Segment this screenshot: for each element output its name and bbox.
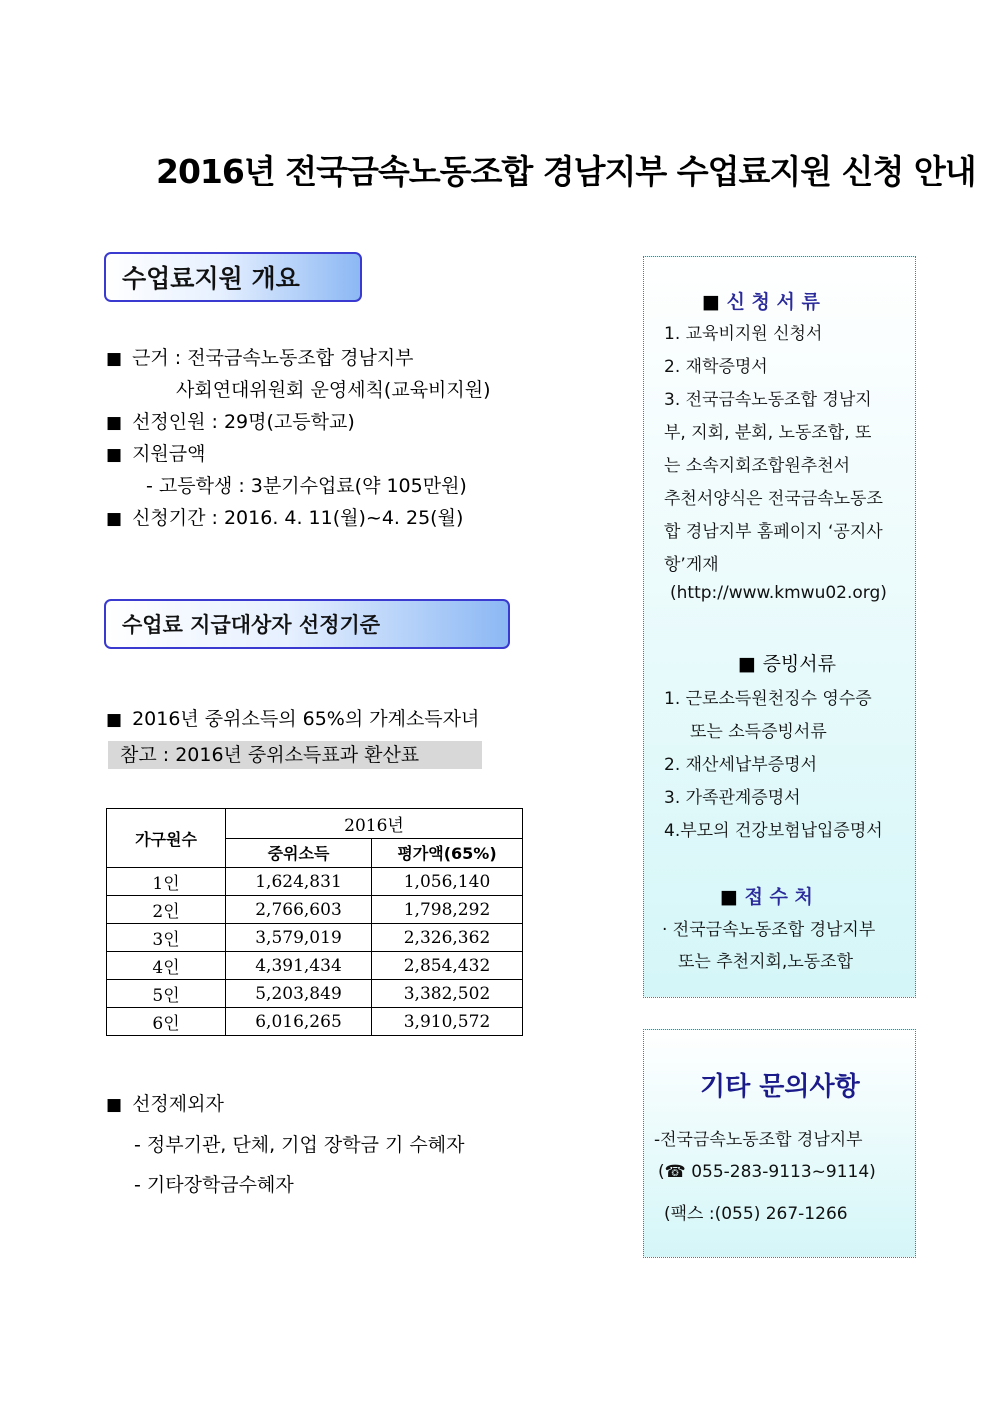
exclusion-label: 선정제외자 — [132, 1093, 224, 1115]
contact-phone: (☎ 055-283-9113~9114) — [658, 1162, 876, 1182]
docs-heading — [702, 287, 820, 314]
reception-heading — [720, 882, 813, 909]
amount-label: 지원금액 — [132, 443, 206, 465]
reception-item: 또는 추천지회,노동조합 — [678, 952, 854, 972]
median-cell: 6,016,265 — [226, 1008, 372, 1036]
household-cell: 1인 — [107, 868, 226, 896]
doc-item: 부, 지회, 분회, 노동조합, 또 — [664, 423, 872, 443]
square-bullet-icon: ■ — [106, 1095, 123, 1115]
eval-cell: 2,854,432 — [372, 952, 523, 980]
period-line — [106, 503, 463, 530]
household-cell: 4인 — [107, 952, 226, 980]
median-cell: 4,391,434 — [226, 952, 372, 980]
table-row — [107, 868, 523, 896]
exclusion-item: - 정부기관, 단체, 기업 장학금 기 수혜자 — [134, 1134, 465, 1156]
doc-item: 2. 재학증명서 — [664, 357, 768, 377]
exclusion-line — [106, 1089, 224, 1116]
table-row — [107, 896, 523, 924]
amount-line — [106, 439, 205, 466]
amount-detail: - 고등학생 : 3분기수업료(약 105만원) — [146, 475, 467, 497]
household-cell: 5인 — [107, 980, 226, 1008]
eval-cell: 3,382,502 — [372, 980, 523, 1008]
basis-text: 근거 : 전국금속노동조합 경남지부 — [132, 347, 414, 369]
year-header: 2016년 — [226, 809, 523, 839]
docs-heading-text: 신 청 서 류 — [726, 291, 820, 313]
proof-heading-text: 증빙서류 — [762, 653, 836, 675]
contact-org: -전국금속노동조합 경남지부 — [654, 1130, 863, 1150]
square-bullet-icon: ■ — [106, 509, 123, 529]
application-info-box — [643, 256, 916, 998]
table-row — [107, 1008, 523, 1036]
table-row — [107, 980, 523, 1008]
eval-cell: 2,326,362 — [372, 924, 523, 952]
reception-heading-text: 접 수 처 — [744, 886, 813, 908]
proof-item: 4.부모의 건강보험납입증명서 — [664, 821, 883, 841]
basis-line — [106, 343, 414, 370]
proof-item: 3. 가족관계증명서 — [664, 788, 801, 808]
square-bullet-icon: ■ — [702, 291, 720, 313]
homepage-url: (http://www.kmwu02.org) — [670, 583, 887, 603]
section-heading-overview: 수업료지원 개요 — [104, 252, 362, 302]
square-bullet-icon: ■ — [720, 886, 738, 908]
contact-heading: 기타 문의사항 — [700, 1072, 860, 1102]
selection-text: 선정인원 : 29명(고등학교) — [132, 411, 355, 433]
proof-heading — [738, 649, 836, 676]
median-cell: 5,203,849 — [226, 980, 372, 1008]
eval-cell: 1,056,140 — [372, 868, 523, 896]
doc-item: 추천서양식은 전국금속노동조 — [664, 489, 883, 509]
household-cell: 3인 — [107, 924, 226, 952]
contact-fax: (팩스 :(055) 267-1266 — [664, 1204, 848, 1224]
proof-item: 1. 근로소득원천징수 영수증 — [664, 689, 872, 709]
criterion-line — [106, 704, 479, 731]
criterion-text: 2016년 중위소득의 65%의 가계소득자녀 — [132, 708, 480, 730]
square-bullet-icon: ■ — [106, 349, 123, 369]
square-bullet-icon: ■ — [738, 653, 756, 675]
median-cell: 3,579,019 — [226, 924, 372, 952]
income-table — [106, 808, 523, 1036]
median-header: 중위소득 — [226, 838, 372, 868]
household-cell: 2인 — [107, 896, 226, 924]
doc-item: 항’게재 — [664, 555, 719, 575]
median-cell: 2,766,603 — [226, 896, 372, 924]
household-header: 가구원수 — [107, 809, 226, 868]
table-row — [107, 924, 523, 952]
period-text: 신청기간 : 2016. 4. 11(월)~4. 25(월) — [132, 507, 464, 529]
doc-item: 3. 전국금속노동조합 경남지 — [664, 390, 872, 410]
square-bullet-icon: ■ — [106, 710, 123, 730]
reception-item: · 전국금속노동조합 경남지부 — [662, 920, 876, 940]
selection-line — [106, 407, 355, 434]
eval-cell: 1,798,292 — [372, 896, 523, 924]
square-bullet-icon: ■ — [106, 413, 123, 433]
page-title: 2016년 전국금속노동조합 경남지부 수업료지원 신청 안내 — [156, 152, 976, 191]
exclusion-item: - 기타장학금수혜자 — [134, 1174, 294, 1196]
doc-item: 합 경남지부 홈페이지 ‘공지사 — [664, 522, 883, 542]
doc-item: 1. 교육비지원 신청서 — [664, 324, 823, 344]
eval-header: 평가액(65%) — [372, 838, 523, 868]
table-row — [107, 952, 523, 980]
basis-continuation: 사회연대위원회 운영세칙(교육비지원) — [176, 379, 491, 401]
proof-item: 2. 재산세납부증명서 — [664, 755, 817, 775]
reference-note: 참고 : 2016년 중위소득표과 환산표 — [108, 741, 482, 769]
proof-item: 또는 소득증빙서류 — [690, 722, 827, 742]
contact-box — [643, 1029, 916, 1258]
square-bullet-icon: ■ — [106, 445, 123, 465]
household-cell: 6인 — [107, 1008, 226, 1036]
doc-item: 는 소속지회조합원추천서 — [664, 456, 851, 476]
eval-cell: 3,910,572 — [372, 1008, 523, 1036]
median-cell: 1,624,831 — [226, 868, 372, 896]
section-heading-criteria: 수업료 지급대상자 선정기준 — [104, 599, 510, 649]
